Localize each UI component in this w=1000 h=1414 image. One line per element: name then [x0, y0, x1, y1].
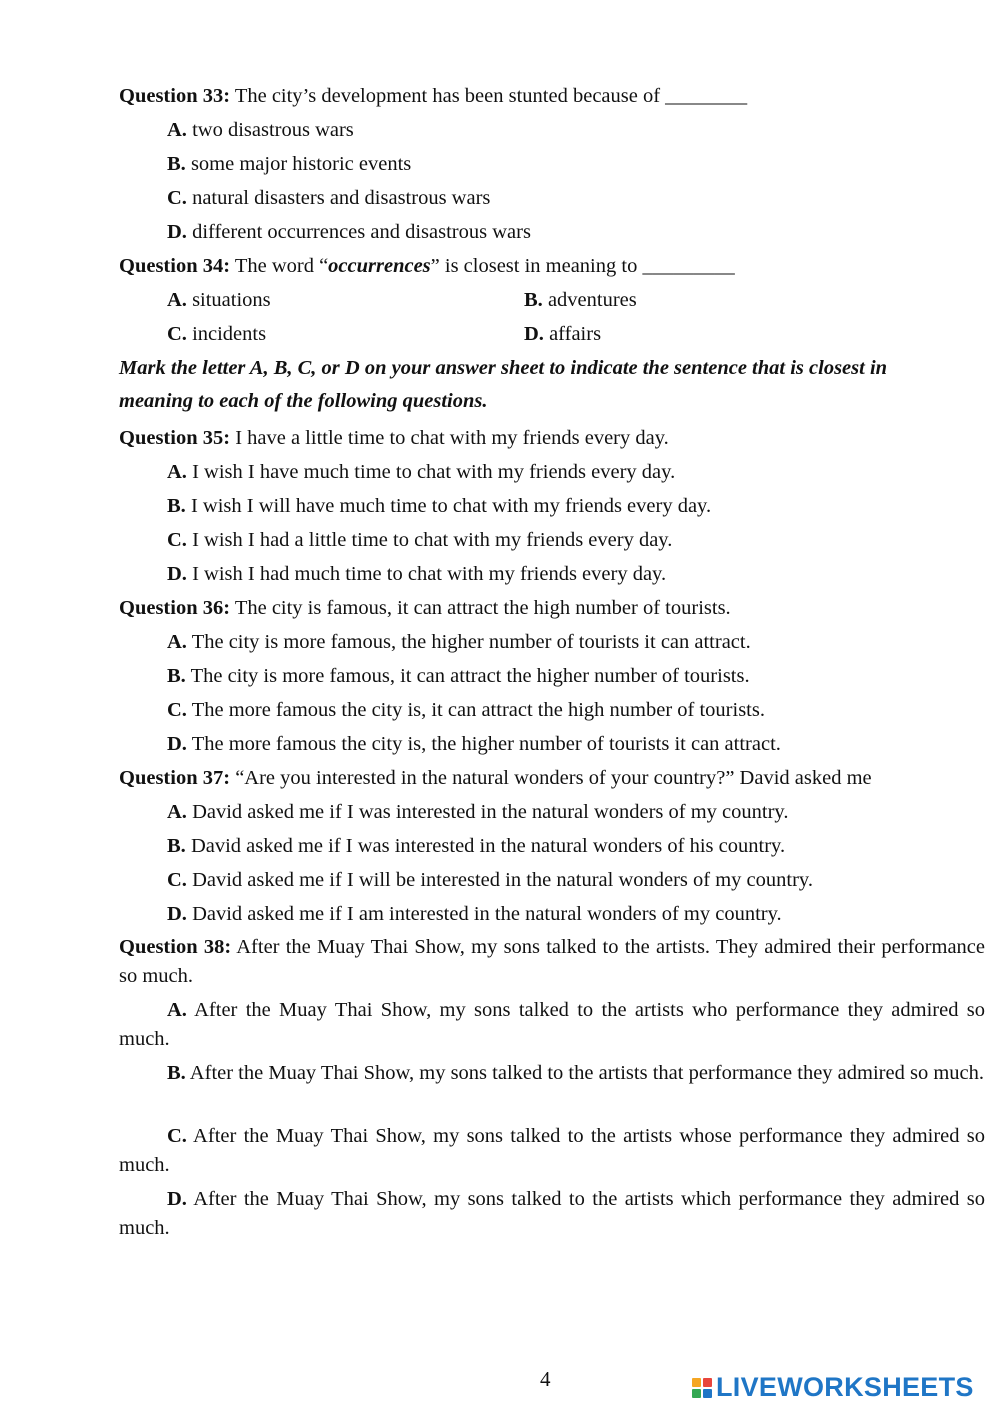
option-text: I wish I had a little time to chat with my friends every day.: [186, 529, 673, 551]
option-letter: B.: [524, 289, 543, 311]
liveworksheets-logo[interactable]: [692, 1372, 974, 1403]
option-text: situations: [186, 289, 271, 311]
option-c: [167, 866, 813, 894]
question-text: The city’s development has been stunted because of ________: [230, 85, 748, 107]
option-text: David asked me if I was interested in the natural wonders of my country.: [186, 801, 789, 823]
instruction-line-1: Mark the letter A, B, C, or D on your answer sheet to indicate the sentence that is closest in: [119, 357, 888, 379]
option-letter: B.: [167, 665, 186, 687]
option-text: I wish I have much time to chat with my friends every day.: [186, 461, 676, 483]
option-text: After the Muay Thai Show, my sons talked to the artists who performance they admired so much.: [119, 999, 985, 1050]
question-text: The city is famous, it can attract the high number of tourists.: [230, 597, 731, 619]
option-letter: C.: [167, 699, 187, 721]
question-label: Question 35:: [119, 427, 231, 449]
option-a: [167, 116, 354, 144]
option-a: [167, 458, 675, 486]
option-d: [167, 730, 781, 758]
question-label: Question 33:: [119, 85, 231, 107]
option-letter: C.: [167, 187, 187, 209]
option-letter: A.: [167, 999, 187, 1021]
question-text: “Are you interested in the natural wonders of your country?” David asked me: [230, 767, 872, 789]
option-c: [167, 184, 490, 212]
question-36: [119, 594, 731, 622]
question-label: Question 34:: [119, 255, 231, 277]
option-text: natural disasters and disastrous wars: [186, 187, 491, 209]
logo-grid-icon: [692, 1378, 712, 1398]
option-c: [167, 320, 266, 348]
question-label: Question 38:: [119, 936, 232, 958]
option-text: David asked me if I will be interested in the natural wonders of my country.: [186, 869, 813, 891]
option-letter: C.: [167, 323, 187, 345]
option-a: [167, 798, 788, 826]
question-38: [119, 933, 985, 991]
instruction-line-2: meaning to each of the following questions.: [119, 390, 488, 412]
option-b: [167, 662, 750, 690]
option-a: [167, 286, 271, 314]
option-letter: A.: [167, 801, 187, 823]
option-letter: C.: [167, 529, 187, 551]
option-d: [167, 560, 666, 588]
option-a: [167, 628, 751, 656]
page-number: 4: [540, 1367, 551, 1391]
option-letter: D.: [167, 563, 187, 585]
option-letter: A.: [167, 289, 187, 311]
option-text: After the Muay Thai Show, my sons talked to the artists that performance they admired so much.: [185, 1062, 984, 1084]
option-c: [167, 526, 672, 554]
option-text: affairs: [543, 323, 602, 345]
question-text: ” is closest in meaning to _________: [430, 255, 735, 277]
option-text: adventures: [542, 289, 637, 311]
question-text: The word “: [230, 255, 329, 277]
option-text: After the Muay Thai Show, my sons talked to the artists whose performance they admired so much.: [119, 1125, 985, 1176]
option-text: David asked me if I am interested in the natural wonders of my country.: [186, 903, 782, 925]
option-d: [524, 320, 601, 348]
option-letter: D.: [167, 221, 187, 243]
question-34: [119, 252, 735, 280]
option-d: [167, 218, 531, 246]
question-keyword: occurrences: [328, 255, 431, 277]
option-c: [119, 1122, 985, 1180]
option-letter: A.: [167, 461, 187, 483]
option-text: The more famous the city is, the higher number of tourists it can attract.: [186, 733, 781, 755]
question-33: [119, 82, 747, 110]
question-text: After the Muay Thai Show, my sons talked to the artists. They admired their performance so much.: [119, 936, 985, 987]
option-text: some major historic events: [185, 153, 412, 175]
option-letter: D.: [167, 903, 187, 925]
option-text: I wish I will have much time to chat with my friends every day.: [185, 495, 712, 517]
option-text: different occurrences and disastrous wars: [186, 221, 531, 243]
option-b: [167, 492, 711, 520]
option-b: [119, 1059, 985, 1088]
option-text: The city is more famous, it can attract the higher number of tourists.: [185, 665, 750, 687]
option-b: [524, 286, 637, 314]
logo-text: LIVEWORKSHEETS: [716, 1372, 974, 1402]
option-letter: C.: [167, 869, 187, 891]
question-label: Question 37:: [119, 767, 231, 789]
option-letter: A.: [167, 119, 187, 141]
question-35: [119, 424, 669, 452]
option-text: two disastrous wars: [186, 119, 354, 141]
option-letter: B.: [167, 495, 186, 517]
option-text: The more famous the city is, it can attract the high number of tourists.: [186, 699, 765, 721]
option-letter: B.: [167, 835, 186, 857]
option-d: [119, 1185, 985, 1243]
option-letter: B.: [167, 1062, 186, 1084]
option-letter: D.: [167, 733, 187, 755]
option-b: [167, 832, 785, 860]
option-text: I wish I had much time to chat with my friends every day.: [186, 563, 667, 585]
option-letter: A.: [167, 631, 187, 653]
option-text: The city is more famous, the higher number of tourists it can attract.: [186, 631, 751, 653]
option-text: David asked me if I was interested in the natural wonders of his country.: [185, 835, 786, 857]
option-d: [167, 900, 782, 928]
option-a: [119, 996, 985, 1054]
question-text: I have a little time to chat with my friends every day.: [230, 427, 669, 449]
option-letter: D.: [524, 323, 544, 345]
option-letter: D.: [167, 1188, 187, 1210]
option-b: [167, 150, 411, 178]
option-letter: B.: [167, 153, 186, 175]
question-label: Question 36:: [119, 597, 231, 619]
option-c: [167, 696, 765, 724]
option-letter: C.: [167, 1125, 187, 1147]
option-text: After the Muay Thai Show, my sons talked to the artists which performance they admired so much.: [119, 1188, 985, 1239]
option-text: incidents: [186, 323, 267, 345]
question-37: [119, 764, 872, 792]
